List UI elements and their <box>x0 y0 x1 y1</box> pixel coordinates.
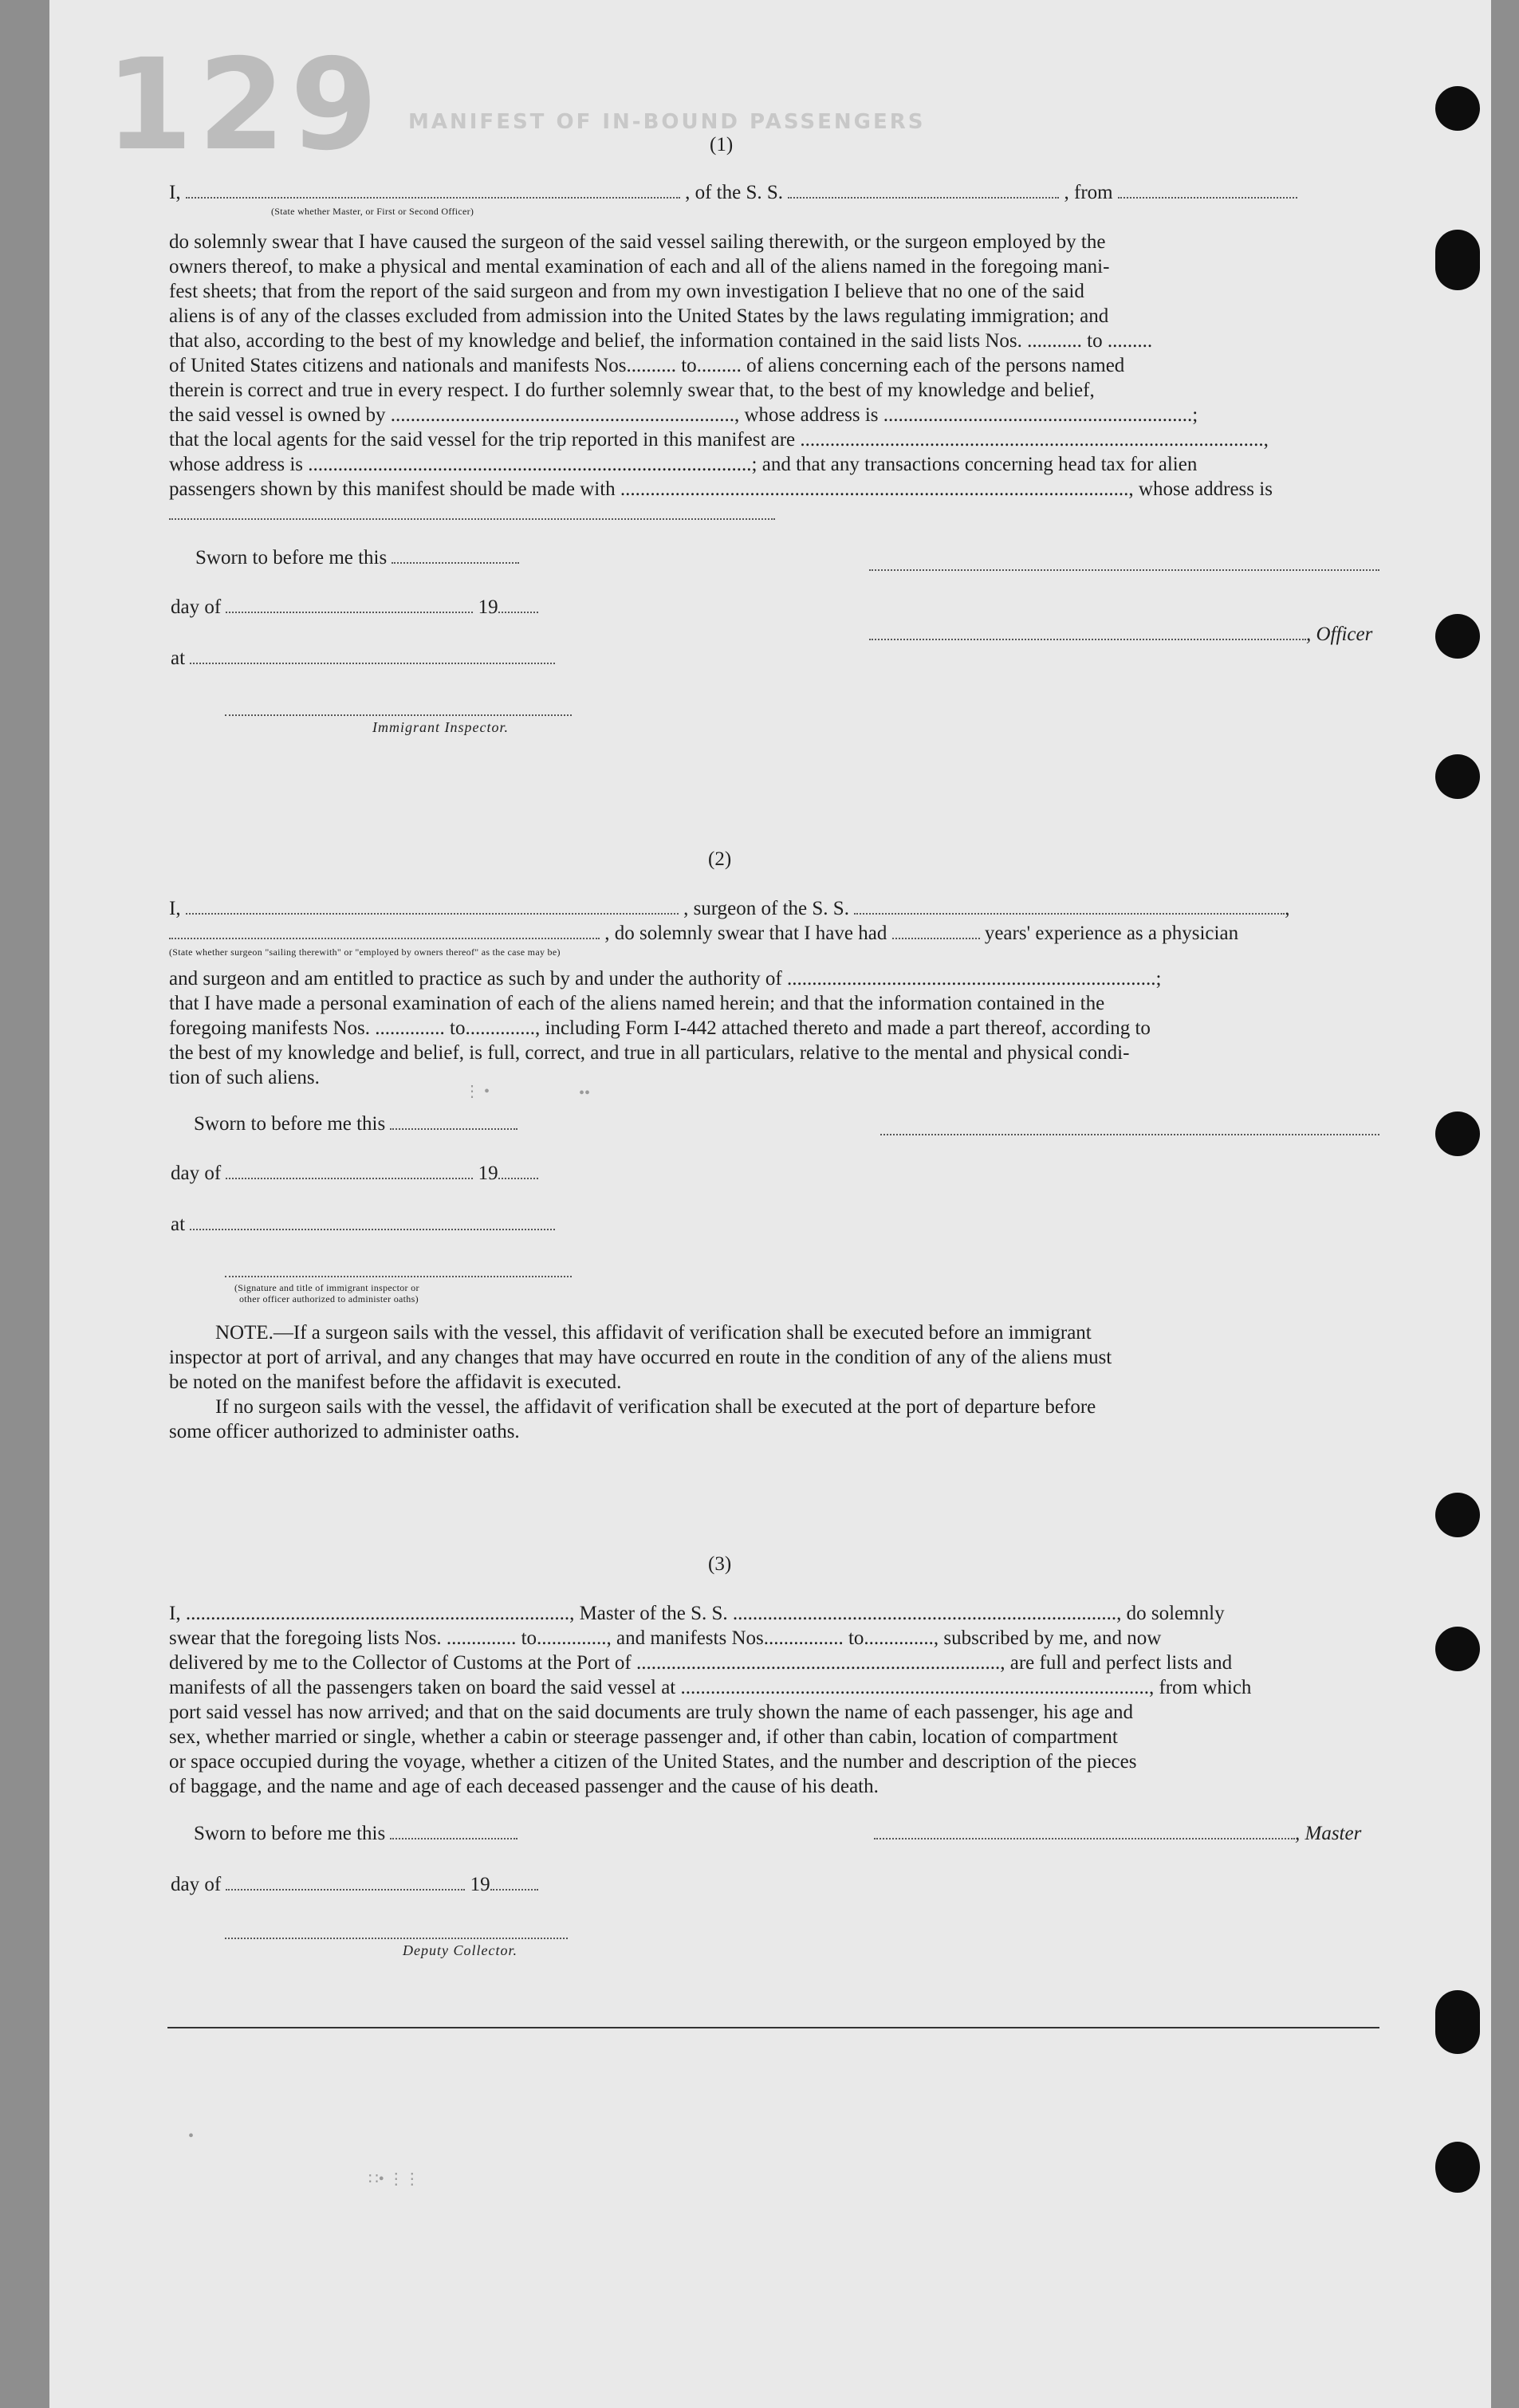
note-line: NOTE.—If a surgeon sails with the vessel, this affidavit of verification shall be executed before an immigrant <box>215 1322 1092 1344</box>
master-oath-line: manifests of all the passengers taken on board the said vessel at .............................................................................................., from which <box>169 1677 1252 1698</box>
year-prefix: 19 <box>478 1163 498 1184</box>
master-oath-line: swear that the foregoing lists Nos. .............. to.............., and manifests Nos................ to.............., subscribed by me, and now <box>169 1627 1162 1649</box>
section-2-number: (2) <box>708 848 732 870</box>
sworn-date-blank <box>390 1824 517 1839</box>
from-label: , from <box>1064 182 1113 203</box>
surgeon-status-blank <box>169 923 600 939</box>
punch-hole <box>1435 754 1480 799</box>
oath-line: that also, according to the best of my knowledge and belief, the information contained in the said lists Nos. ........... to ......... <box>169 330 1153 352</box>
faint-marks: •• <box>579 1084 591 1102</box>
at-row <box>171 1214 555 1236</box>
day-of-label: day of <box>171 1163 222 1184</box>
punch-hole <box>1435 1493 1480 1537</box>
surgeon-of-label: , surgeon of the S. S. <box>683 898 849 919</box>
years-experience-label: years' experience as a physician <box>984 923 1239 944</box>
signature-title-note: (Signature and title of immigrant inspector or <box>234 1282 419 1293</box>
page-stamp-number: 129 <box>105 32 383 179</box>
punch-hole <box>1435 614 1480 659</box>
officer-name-blank <box>186 183 680 199</box>
year-blank <box>490 1875 538 1891</box>
swear-had-label: , do solemnly swear that I have had <box>604 923 887 944</box>
i-label: I, <box>169 898 181 919</box>
master-oath-line: port said vessel has now arrived; and that on the said documents are truly shown the name of each passenger, his age and <box>169 1702 1134 1723</box>
oath-line: whose address is .........................................................................................; and that any transactions concerning head tax for alien <box>169 454 1198 475</box>
sworn-label: Sworn to before me this <box>195 547 388 569</box>
master-oath-line: delivered by me to the Collector of Customs at the Port of ........................................................................., are full and perfect lists and <box>169 1652 1233 1674</box>
bottom-rule <box>167 2027 1379 2028</box>
year-blank <box>498 597 538 613</box>
sworn-row <box>194 1823 517 1845</box>
of-ss-label: , of the S. S. <box>685 182 784 203</box>
surgeon-oath-line: foregoing manifests Nos. .............. to.............., including Form I-442 attached thereto and made a part thereof, according to <box>169 1017 1151 1039</box>
note-line: inspector at port of arrival, and any changes that may have occurred en route in the condition of any of the aliens must <box>169 1347 1112 1368</box>
section-3-number: (3) <box>708 1553 732 1575</box>
master-row <box>874 1823 1361 1845</box>
vessel-name-blank <box>788 183 1059 199</box>
day-of-row <box>171 1163 538 1185</box>
punch-hole <box>1435 1990 1480 2054</box>
place-blank <box>190 648 555 664</box>
inspector-signature-blank <box>225 713 572 716</box>
punch-hole <box>1435 230 1480 290</box>
master-oath-line: sex, whether married or single, whether a cabin or steerage passenger and, if other than cabin, location of compartment <box>169 1726 1118 1748</box>
section-2-second-line <box>169 923 1238 945</box>
oath-line: of United States citizens and nationals and manifests Nos.......... to......... of aliens concerning each of the persons named <box>169 355 1125 376</box>
oath-line: that the local agents for the said vessel for the trip reported in this manifest are ............................................................................................., <box>169 429 1269 451</box>
day-blank <box>226 1163 473 1179</box>
sworn-label: Sworn to before me this <box>194 1823 386 1844</box>
punch-hole <box>1435 1627 1480 1671</box>
master-oath-line: of baggage, and the name and age of each deceased passenger and the cause of his death. <box>169 1776 879 1797</box>
at-row <box>171 647 555 670</box>
day-blank <box>226 1875 465 1891</box>
faint-marks: • <box>188 2127 195 2145</box>
at-label: at <box>171 1214 186 1235</box>
note-line: be noted on the manifest before the affidavit is executed. <box>169 1371 622 1393</box>
oath-line: passengers shown by this manifest should be made with ......................................................................................................, whose address is <box>169 478 1273 500</box>
from-port-blank <box>1118 183 1297 199</box>
officer-row <box>869 624 1372 646</box>
sworn-date-blank <box>392 548 519 564</box>
year-prefix: 19 <box>478 596 498 618</box>
surgeon-oath-line: tion of such aliens. <box>169 1067 320 1088</box>
punch-hole <box>1435 86 1480 131</box>
surgeon-status-note: (State whether surgeon "sailing therewith" or "employed by owners thereof" as the case may be) <box>169 946 561 958</box>
punch-hole <box>1435 2142 1480 2193</box>
inspector-caption: Immigrant Inspector. <box>372 719 509 735</box>
punch-hole <box>1435 1112 1480 1156</box>
oath-line: the said vessel is owned by ....................................................................., whose address is ..............................................................; <box>169 404 1198 426</box>
year-blank <box>498 1163 538 1179</box>
vessel-name-blank <box>854 899 1285 915</box>
surgeon-oath-line: that I have made a personal examination of each of the aliens named herein; and that the information contained in the <box>169 993 1105 1014</box>
years-blank <box>892 923 980 939</box>
oath-line: owners thereof, to make a physical and mental examination of each and all of the aliens named in the foregoing mani- <box>169 256 1110 277</box>
deputy-signature-blank <box>225 1936 568 1939</box>
section-1-number: (1) <box>710 134 734 155</box>
place-blank <box>190 1214 555 1230</box>
at-label: at <box>171 647 186 669</box>
document-page <box>49 0 1491 2408</box>
officer-title-blank <box>869 624 1306 640</box>
address-continuation-blank <box>169 517 775 520</box>
oath-line: aliens is of any of the classes excluded from admission into the United States by the laws regulating immigration; and <box>169 305 1109 327</box>
oath-line: do solemnly swear that I have caused the surgeon of the said vessel sailing therewith, or the surgeon employed by the <box>169 231 1106 253</box>
oath-line: fest sheets; that from the report of the said surgeon and from my own investigation I believe that no one of the said <box>169 281 1084 302</box>
sworn-row <box>195 547 519 569</box>
master-label: , Master <box>1295 1823 1362 1844</box>
master-signature-blank <box>874 1824 1295 1839</box>
note-line: some officer authorized to administer oaths. <box>169 1421 520 1442</box>
master-oath-line: or space occupied during the voyage, whether a citizen of the United States, and the number and description of the pieces <box>169 1751 1137 1773</box>
i-label: I, <box>169 182 181 203</box>
officer-signature-blank <box>869 568 1379 571</box>
day-of-label: day of <box>171 1874 222 1895</box>
faint-marks: ∷• ⋮⋮ <box>368 2170 420 2188</box>
surgeon-oath-line: the best of my knowledge and belief, is full, correct, and true in all particulars, relative to the mental and physical condi- <box>169 1042 1130 1064</box>
day-of-row <box>171 1874 538 1896</box>
surgeon-oath-line: and surgeon and am entitled to practice as such by and under the authority of ..........................................................................; <box>169 968 1162 990</box>
faint-marks: ⋮ • <box>464 1083 490 1100</box>
verifying-officer-signature-blank <box>225 1274 572 1277</box>
sworn-label: Sworn to before me this <box>194 1113 386 1135</box>
sworn-date-blank <box>390 1114 517 1130</box>
day-blank <box>226 597 473 613</box>
sworn-row <box>194 1113 517 1135</box>
day-of-label: day of <box>171 596 222 618</box>
note-line: If no surgeon sails with the vessel, the affidavit of verification shall be executed at the port of departure before <box>215 1396 1096 1418</box>
faint-page-header: MANIFEST OF IN-BOUND PASSENGERS <box>408 110 926 134</box>
oath-line: therein is correct and true in every respect. I do further solemnly swear that, to the best of my knowledge and belief, <box>169 380 1095 401</box>
day-of-row <box>171 596 538 619</box>
master-oath-line: I, ............................................................................., Master of the S. S. ............................................................................., do solemnly <box>169 1603 1225 1624</box>
surgeon-signature-blank <box>880 1132 1379 1135</box>
section-2-first-line: I, , surgeon of the S. S. , <box>169 898 1290 919</box>
section-1-first-line <box>169 182 1297 204</box>
signature-title-note: other officer authorized to administer oaths) <box>239 1293 419 1304</box>
officer-label: , Officer <box>1306 624 1373 645</box>
master-title-note: (State whether Master, or First or Second Officer) <box>271 206 474 217</box>
year-prefix: 19 <box>470 1874 490 1895</box>
surgeon-name-blank <box>186 899 679 915</box>
deputy-caption: Deputy Collector. <box>403 1942 517 1958</box>
